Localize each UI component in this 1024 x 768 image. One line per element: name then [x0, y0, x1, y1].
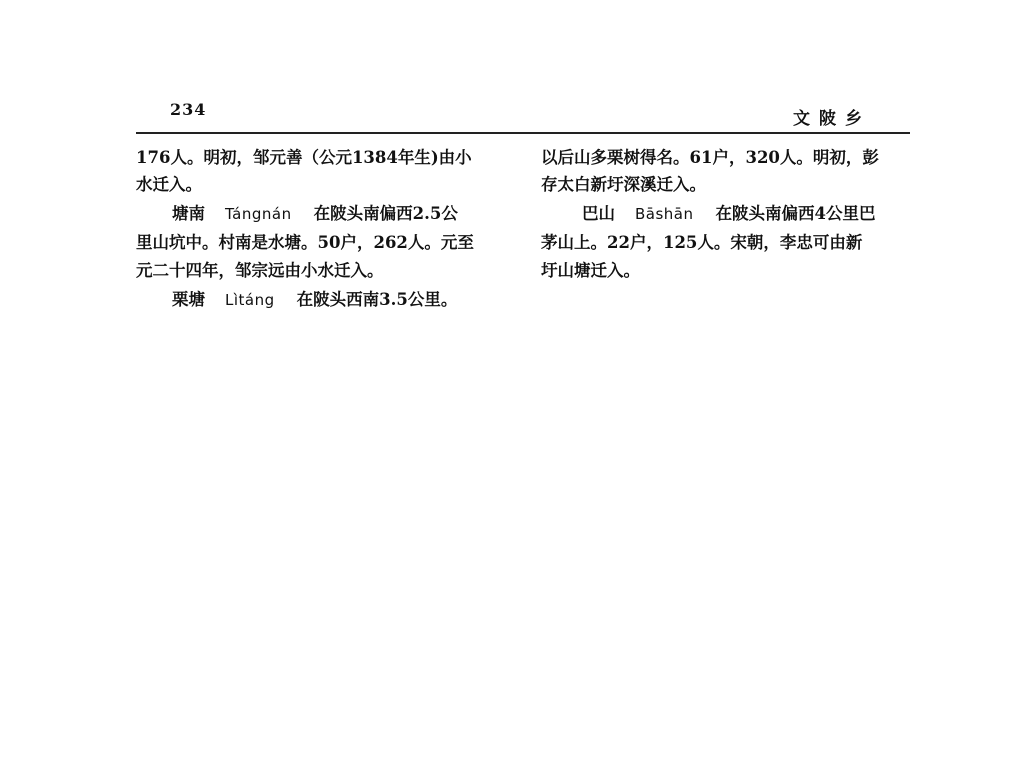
right-line-2: 存太白新圩深溪迁入。: [541, 175, 706, 194]
entry-litang-line-1: [172, 289, 457, 311]
entry-text-bashan-1: 在陂头南偏西4公里巴: [715, 204, 876, 223]
page-number: 234: [170, 100, 207, 119]
running-head: 文陂乡: [793, 109, 871, 129]
entry-text-litang-1: 在陂头西南3.5公里。: [296, 290, 458, 309]
pinyin-bashan: Bāshān: [635, 205, 694, 223]
entry-tangnan-line-2: 里山坑中。村南是水塘。50户，262人。元至: [136, 233, 474, 252]
entry-bashan-line-2: 茅山上。22户，125人。宋朝，李忠可由新: [541, 233, 863, 252]
entry-text-tangnan-1: 在陂头南偏西2.5公: [313, 204, 458, 223]
entry-name-bashan: 巴山: [582, 204, 615, 223]
pinyin-tangnan: Tángnán: [225, 205, 292, 223]
left-line-1: 176人。明初，邹元善（公元1384年生)由小: [136, 148, 472, 167]
right-line-1: 以后山多栗树得名。61户，320人。明初，彭: [541, 148, 879, 167]
header-rule: [136, 132, 910, 134]
entry-tangnan-line-3: 元二十四年，邹宗远由小水迁入。: [136, 261, 384, 280]
entry-name-litang: 栗塘: [172, 290, 205, 309]
entry-tangnan-line-1: [172, 203, 458, 225]
left-line-2: 水迁入。: [136, 175, 202, 194]
entry-bashan-line-1: [582, 203, 876, 225]
entry-bashan-line-3: 圩山塘迁入。: [541, 261, 640, 280]
pinyin-litang: Lìtáng: [225, 291, 275, 309]
entry-name-tangnan: 塘南: [172, 204, 205, 223]
